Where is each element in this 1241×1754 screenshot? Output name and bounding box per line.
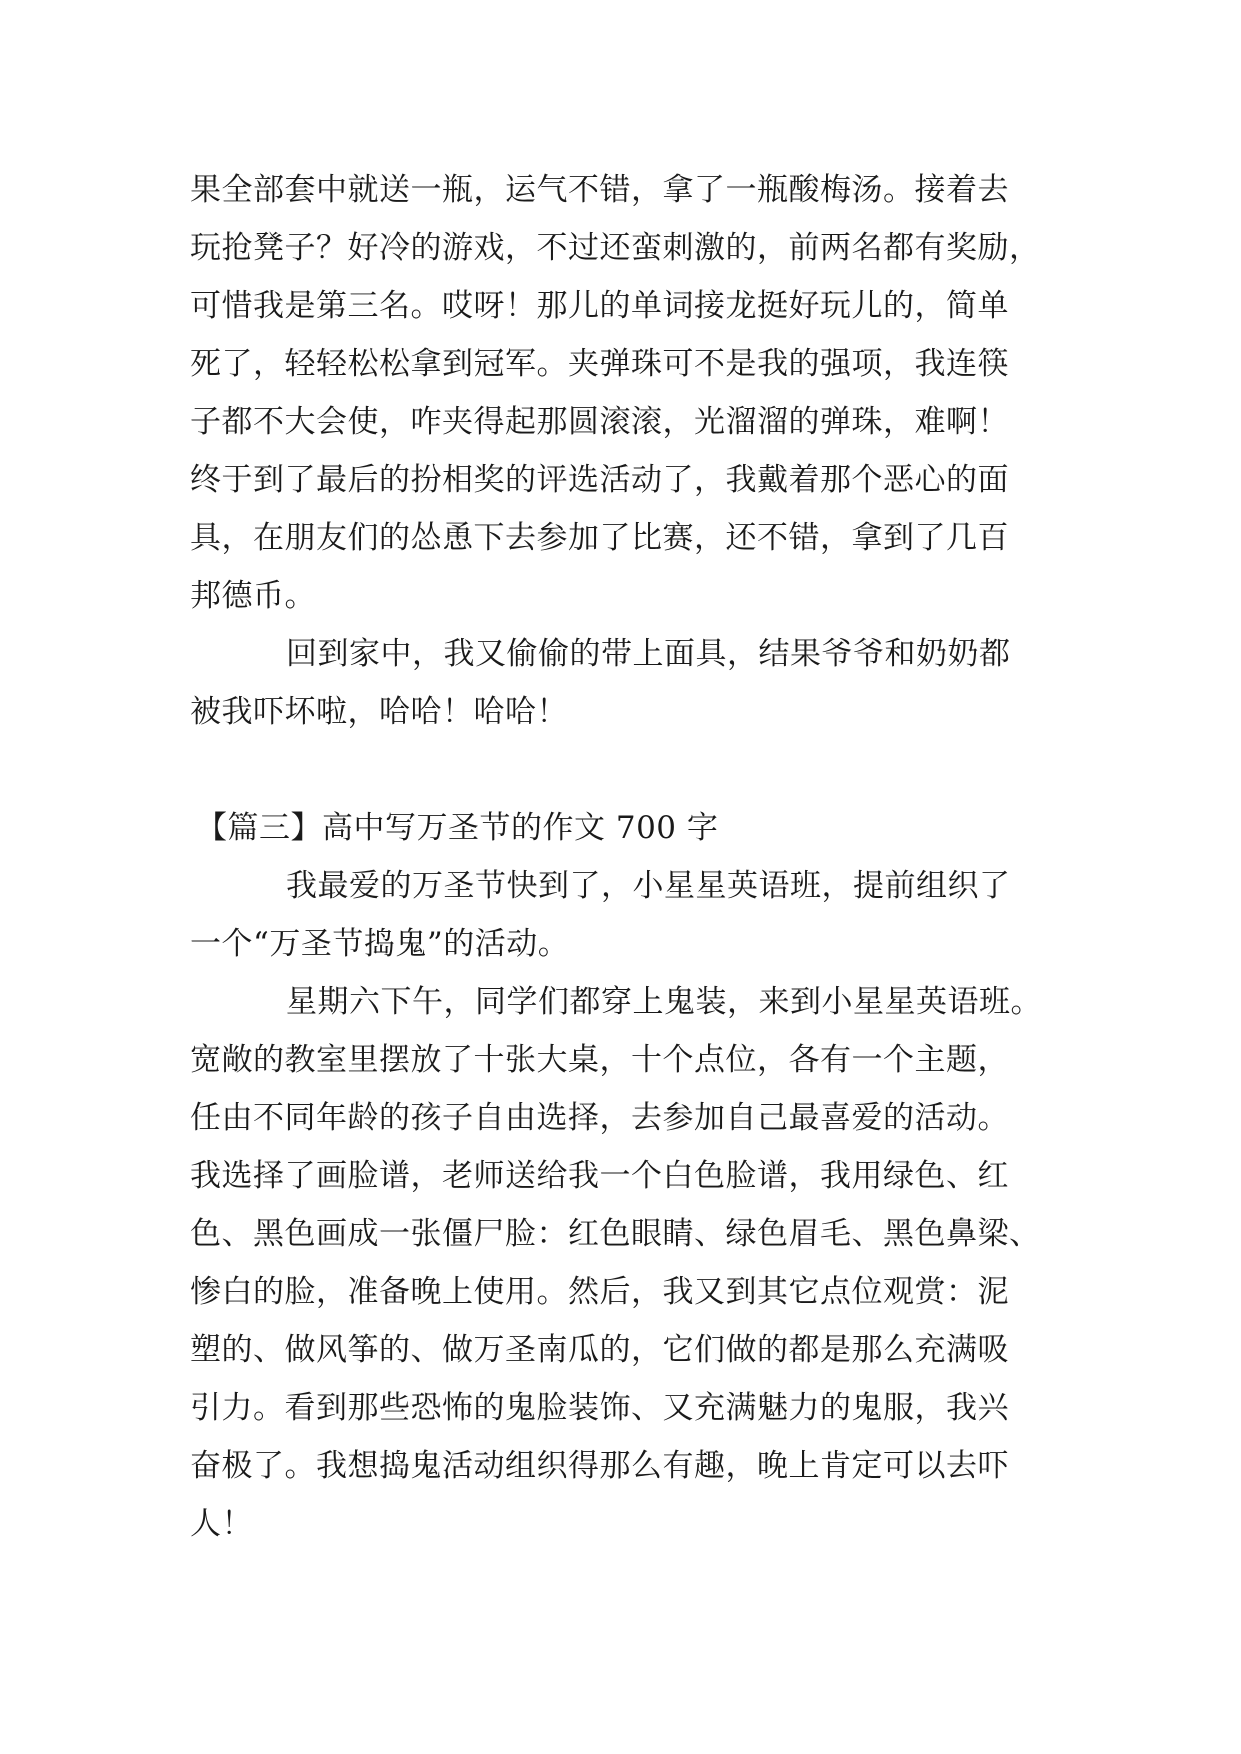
text-line: 具，在朋友们的怂恿下去参加了比赛，还不错，拿到了几百 xyxy=(190,520,1009,556)
text-line: 被我吓坏啦，哈哈！哈哈！ xyxy=(190,694,568,730)
text-line: 塑的、做风筝的、做万圣南瓜的，它们做的都是那么充满吸 xyxy=(190,1332,1009,1368)
text-line: 可惜我是第三名。哎呀！那儿的单词接龙挺好玩儿的，简单 xyxy=(190,288,1009,324)
text-line: 色、黑色画成一张僵尸脸：红色眼睛、绿色眉毛、黑色鼻梁、 xyxy=(190,1216,1041,1252)
text-line: 果全部套中就送一瓶，运气不错，拿了一瓶酸梅汤。接着去 xyxy=(190,172,1009,208)
text-line: 终于到了最后的扮相奖的评选活动了，我戴着那个恶心的面 xyxy=(190,462,1009,498)
text-line: 我最爱的万圣节快到了，小星星英语班，提前组织了 xyxy=(286,868,1011,904)
text-line: 引力。看到那些恐怖的鬼脸装饰、又充满魅力的鬼服，我兴 xyxy=(190,1390,1009,1426)
text-line: 星期六下午，同学们都穿上鬼装，来到小星星英语班。 xyxy=(286,984,1042,1020)
text-line: 回到家中，我又偷偷的带上面具，结果爷爷和奶奶都 xyxy=(286,636,1011,672)
text-line: 邦德币。 xyxy=(190,578,316,614)
section-heading: 【篇三】高中写万圣节的作文 700 字 xyxy=(196,810,719,846)
text-line: 奋极了。我想捣鬼活动组织得那么有趣，晚上肯定可以去吓 xyxy=(190,1448,1009,1484)
text-line: 宽敞的教室里摆放了十张大桌，十个点位，各有一个主题， xyxy=(190,1042,1009,1078)
text-line: 我选择了画脸谱，老师送给我一个白色脸谱，我用绿色、红 xyxy=(190,1158,1009,1194)
text-line: 子都不大会使，咋夹得起那圆滚滚，光溜溜的弹珠，难啊！ xyxy=(190,404,1009,440)
text-line: 人！ xyxy=(190,1506,253,1542)
text-line: 一个“万圣节捣鬼”的活动。 xyxy=(190,926,570,962)
text-line: 惨白的脸，准备晚上使用。然后，我又到其它点位观赏：泥 xyxy=(190,1274,1009,1310)
text-line: 任由不同年龄的孩子自由选择，去参加自己最喜爱的活动。 xyxy=(190,1100,1009,1136)
text-line: 玩抢凳子？好冷的游戏，不过还蛮刺激的，前两名都有奖励， xyxy=(190,230,1041,266)
text-line: 死了，轻轻松松拿到冠军。夹弹珠可不是我的强项，我连筷 xyxy=(190,346,1009,382)
